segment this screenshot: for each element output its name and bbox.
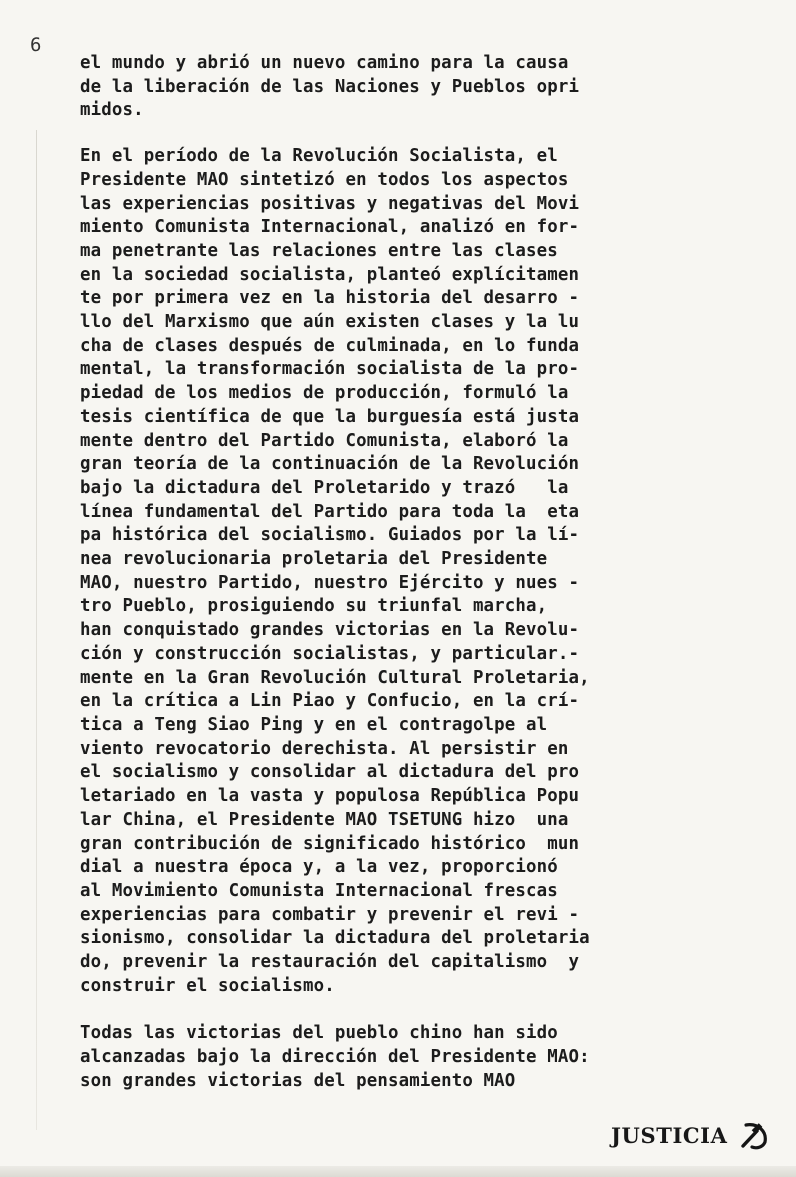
text-line: tica a Teng Siao Ping y en el contragolpe al	[80, 714, 548, 735]
document-body	[80, 52, 760, 1094]
text-line: gran teoría de la continuación de la Revolución	[80, 454, 580, 475]
text-line: al Movimiento Comunista Internacional frescas	[80, 880, 558, 901]
text-line: cha de clases después de culminada, en lo funda	[80, 335, 580, 356]
text-line: piedad de los medios de producción, formuló la	[80, 383, 569, 404]
text-line: te por primera vez en la historia del desarro -	[80, 288, 580, 309]
text-line: midos.	[80, 100, 144, 121]
text-line: experiencias para combatir y prevenir el revi -	[80, 904, 580, 925]
text-line: tro Pueblo, prosiguiendo su triunfal marcha,	[80, 596, 548, 617]
text-line: lar China, el Presidente MAO TSETUNG hizo una	[80, 809, 569, 830]
text-line: ma penetrante las relaciones entre las clases	[80, 240, 558, 261]
text-line: Presidente MAO sintetizó en todos los aspectos	[80, 169, 569, 190]
text-line: construir el socialismo.	[80, 975, 335, 996]
paragraph-1	[80, 52, 760, 123]
page-number: 6	[30, 34, 42, 56]
text-line: alcanzadas bajo la dirección del Presidente MAO:	[80, 1047, 590, 1068]
text-line: el mundo y abrió un nuevo camino para la causa	[80, 53, 569, 73]
hammer-sickle-icon	[738, 1120, 770, 1150]
text-line: MAO, nuestro Partido, nuestro Ejército y nues -	[80, 572, 580, 593]
text-line: mental, la transformación socialista de la pro-	[80, 359, 580, 380]
text-line: mente dentro del Partido Comunista, elaboró la	[80, 430, 569, 451]
text-line: letariado en la vasta y populosa República Popu	[80, 786, 580, 807]
paragraph-2	[80, 145, 760, 998]
text-line: viento revocatorio derechista. Al persistir en	[80, 738, 569, 759]
text-line: el socialismo y consolidar al dictadura del pro	[80, 762, 580, 783]
text-line: ción y construcción socialistas, y particular.-	[80, 643, 580, 664]
text-line: línea fundamental del Partido para toda la eta	[80, 501, 580, 522]
text-line: tesis científica de que la burguesía está justa	[80, 406, 580, 427]
text-line: pa histórica del socialismo. Guiados por la lí-	[80, 525, 580, 546]
publication-title: JUSTICIA	[611, 1122, 728, 1148]
footer-masthead	[611, 1120, 770, 1150]
paragraph-3	[80, 1022, 760, 1093]
text-line: do, prevenir la restauración del capitalismo y	[80, 952, 580, 973]
text-line: han conquistado grandes victorias en la Revolu-	[80, 620, 580, 641]
text-line: son grandes victorias del pensamiento MAO	[80, 1070, 516, 1091]
text-line: gran contribución de significado histórico mun	[80, 833, 580, 854]
text-line: nea revolucionaria proletaria del Presidente	[80, 549, 548, 570]
text-line: dial a nuestra época y, a la vez, proporcionó	[80, 857, 558, 878]
text-line: sionismo, consolidar la dictadura del proletaria	[80, 928, 590, 949]
text-line: de la liberación de las Naciones y Pueblos opri	[80, 76, 580, 97]
left-margin-rule	[36, 130, 37, 1130]
page-bottom-edge	[0, 1166, 796, 1177]
text-line: llo del Marxismo que aún existen clases y la lu	[80, 312, 580, 333]
text-line: en la crítica a Lin Piao y Confucio, en la crí-	[80, 691, 580, 712]
text-line: las experiencias positivas y negativas del Movi	[80, 193, 580, 214]
text-line: mente en la Gran Revolución Cultural Proletaria,	[80, 667, 590, 688]
text-line: en la sociedad socialista, planteó explícitamen	[80, 264, 580, 285]
text-line: miento Comunista Internacional, analizó en for-	[80, 217, 580, 238]
text-line: bajo la dictadura del Proletarido y trazó la	[80, 477, 569, 498]
text-line: En el período de la Revolución Socialista, el	[80, 146, 558, 167]
text-line: Todas las victorias del pueblo chino han sido	[80, 1023, 558, 1044]
